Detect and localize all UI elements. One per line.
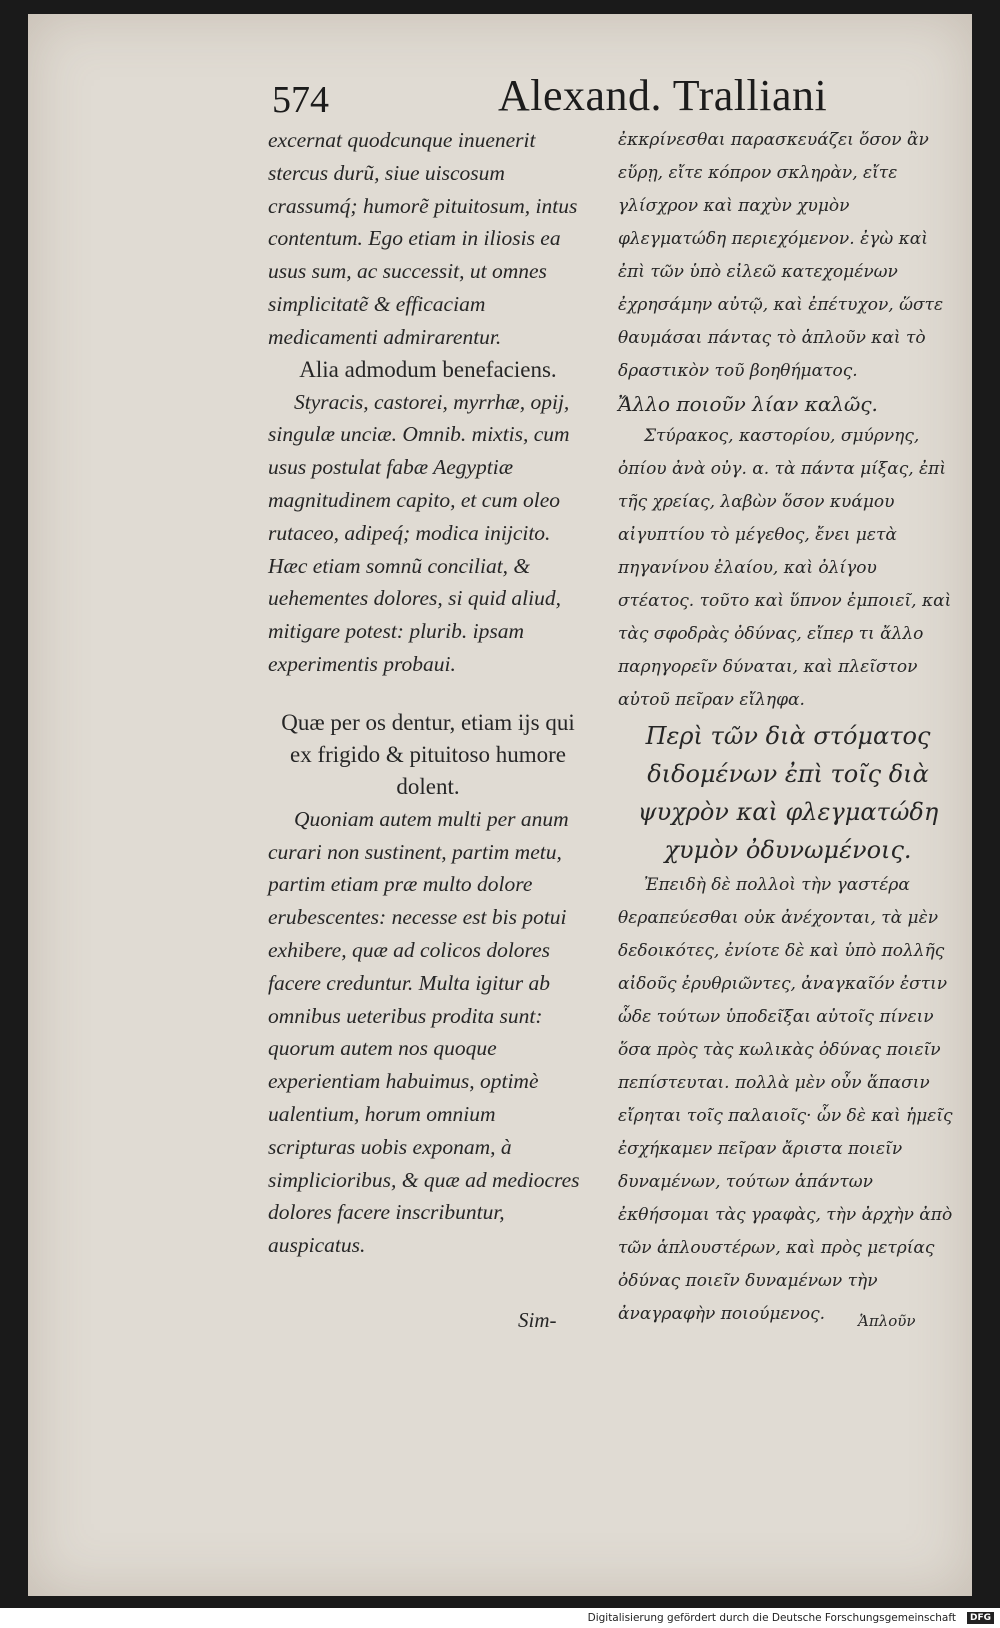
- latin-paragraph-1: excernat quodcunque inuenerit stercus durũ, siue uiscosum crassumq́; humorẽ pituitosum, intus contentum. Ego etiam in iliosis ea usus sum, ac successit, ut omnes simplicitatẽ & efficaciam medicamenti admirarentur.: [268, 128, 578, 349]
- greek-paragraph-1: ἐκκρίνεσθαι παρασκευάζει ὅσον ἂν εὕρῃ, εἴτε κόπρον σκληρὰν, εἴτε γλίσχρον καὶ παχὺν χυμὸν φλεγματώδη περιεχόμενον. ἐγὼ καὶ ἐπὶ τῶν ὑπὸ εἰλεῶ κατεχομένων ἐχρησάμην αὐτῷ, καὶ ἐπέτυχον, ὥστε θαυμάσαι πάντας τὸ ἁπλοῦν καὶ τὸ δραστικὸν τοῦ βοηθήματος.: [618, 130, 944, 381]
- greek-heading-1: Ἄλλο ποιοῦν λίαν καλῶς.: [618, 392, 878, 416]
- latin-paragraph-3: Quoniam autem multi per anum curari non sustinent, partim metu, partim etiam præ multo dolore erubescentes: necesse est bis potui exhibere, quæ ad colicos dolores facere creduntur. Multa igitur ab omnibus ueteribus prodita sunt: quorum autem nos quoque experientiam habuimus, optimè ualentium, horum omnium scripturas uobis exponam, à simplicioribus, & quæ ad mediocres dolores facere inscribuntur, auspicatus.: [268, 806, 580, 1258]
- dfg-logo: DFG: [967, 1612, 994, 1624]
- page-number: 574: [272, 79, 329, 121]
- running-head: Alexand. Tralliani: [498, 71, 828, 120]
- greek-column: [618, 124, 958, 1331]
- greek-paragraph-3: Ἐπειδὴ δὲ πολλοὶ τὴν γαστέρα θεραπεύεσθαι οὐκ ἀνέχονται, τὰ μὲν δεδοικότες, ἐνίοτε δὲ καὶ ὑπὸ πολλῆς αἰδοῦς ἐρυθριῶντες, ἀναγκαῖόν ἐστιν ὧδε τούτων ὑποδεῖξαι αὐτοῖς πίνειν ὅσα πρὸς τὰς κωλικὰς ὀδύνας ποιεῖν πεπίστευται. πολλὰ μὲν οὖν ἅπασιν εἴρηται τοῖς παλαιοῖς· ὧν δὲ καὶ ἡμεῖς ἐσχήκαμεν πεῖραν ἄριστα ποιεῖν δυναμένων, τούτων ἁπάντων ἐκθήσομαι τὰς γραφὰς, τὴν ἀρχὴν ἀπὸ τῶν ἁπλουστέρων, καὶ πρὸς μετρίας ὀδύνας ποιεῖν δυναμένων τὴν ἀναγραφὴν ποιούμενος.: [618, 875, 953, 1324]
- latin-heading-1: Alia admodum benefaciens.: [299, 356, 557, 382]
- book-page: [28, 14, 972, 1596]
- digitization-footer: [0, 1608, 1000, 1628]
- latin-column: [268, 124, 588, 1262]
- latin-catchword: Sim-: [518, 1308, 557, 1332]
- greek-heading-2: Περὶ τῶν διὰ στόματος διδομένων ἐπὶ τοῖς διὰ ψυχρὸν καὶ φλεγματώδη χυμὸν ὀδυνωμένοις.: [637, 722, 939, 864]
- latin-paragraph-2: Styracis, castorei, myrrhæ, opij, singulæ unciæ. Omnib. mixtis, cum usus postulat fabæ Aegyptiæ magnitudinem capito, et cum oleo rutaceo, adipeq́; modica inijcito. Hæc etiam somnũ conciliat, & uehementes dolores, si quid aliud, mitigare potest: plurib. ipsam experimentis probaui.: [268, 389, 570, 676]
- greek-catchword: Ἁπλοῦν: [858, 1312, 916, 1330]
- latin-heading-2: Quæ per os dentur, etiam ijs qui ex frigido & pituitoso humore dolent.: [281, 709, 575, 799]
- digitization-credit: Digitalisierung gefördert durch die Deutsche Forschungsgemeinschaft: [587, 1612, 956, 1624]
- greek-paragraph-2: Στύρακος, καστορίου, σμύρνης, ὀπίου ἀνὰ οὐγ. α. τὰ πάντα μίξας, ἐπὶ τῆς χρείας, λαβὼν ὅσον κυάμου αἰγυπτίου τὸ μέγεθος, ἔνει μετὰ πηγανίνου ἐλαίου, καὶ ὀλίγου στέατος. τοῦτο καὶ ὕπνον ἐμποιεῖ, καὶ τὰς σφοδρὰς ὀδύνας, εἴπερ τι ἄλλο παρηγορεῖν δύναται, καὶ πλεῖστον αὐτοῦ πεῖραν εἴληφα.: [618, 426, 952, 710]
